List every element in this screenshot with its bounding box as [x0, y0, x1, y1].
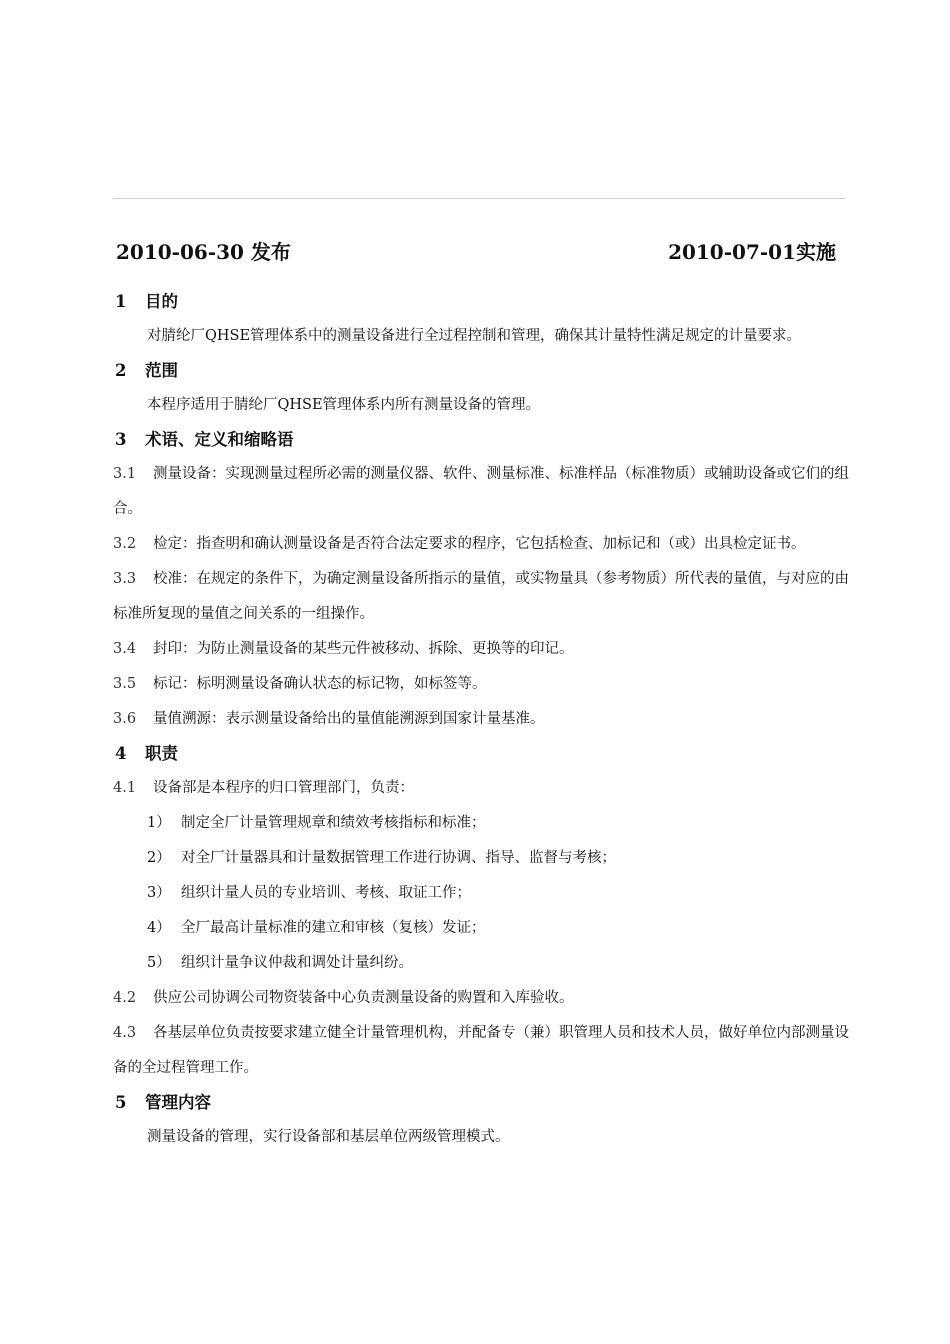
header-divider [113, 198, 845, 199]
list-text: 全厂最高计量标准的建立和审核（复核）发证； [181, 920, 486, 936]
section-title: 职责 [145, 744, 178, 763]
clause-text: 检定：指查明和确认测量设备是否符合法定要求的程序，它包括检查、加标记和（或）出具检定证书。 [153, 536, 806, 552]
list-item [113, 911, 849, 946]
definition-item [113, 702, 849, 737]
publish-date: 2010-06-30 发布 [116, 240, 291, 264]
responsibility-clause [113, 981, 849, 1016]
section-title: 管理内容 [145, 1093, 211, 1112]
section-number: 5 [115, 1093, 127, 1112]
list-text: 对全厂计量器具和计量数据管理工作进行协调、指导、监督与考核； [181, 850, 616, 866]
clause-number: 3.5 [113, 676, 137, 692]
section-number: 2 [115, 361, 127, 380]
purpose-paragraph: 对腈纶厂QHSE管理体系中的测量设备进行全过程控制和管理，确保其计量特性满足规定的计量要求。 [147, 328, 802, 344]
list-item [113, 876, 849, 911]
list-number: 2） [147, 850, 171, 866]
section-heading-management [113, 1086, 849, 1120]
clause-number: 3.2 [113, 536, 137, 552]
effective-date: 2010-07-01实施 [668, 240, 836, 264]
clause-text: 标记：标明测量设备确认状态的标记物，如标签等。 [153, 676, 487, 692]
clause-text: 量值溯源：表示测量设备给出的量值能溯源到国家计量基准。 [153, 711, 545, 727]
section-heading-scope [113, 354, 849, 388]
date-line [116, 236, 836, 266]
list-text: 组织计量争议仲裁和调处计量纠纷。 [181, 955, 413, 971]
section-title: 术语、定义和缩略语 [145, 430, 294, 449]
list-text: 制定全厂计量管理规章和绩效考核指标和标准； [181, 815, 486, 831]
list-item [113, 806, 849, 841]
list-number: 4） [147, 920, 171, 936]
clause-number: 4.3 [113, 1025, 137, 1041]
section-number: 4 [115, 744, 127, 763]
document-body [113, 285, 849, 1155]
list-number: 5） [147, 955, 171, 971]
clause-number: 4.2 [113, 990, 137, 1006]
list-number: 1） [147, 815, 171, 831]
list-text: 组织计量人员的专业培训、考核、取证工作； [181, 885, 471, 901]
definition-item [113, 457, 849, 527]
section-heading-responsibilities [113, 737, 849, 771]
definition-item [113, 667, 849, 702]
responsibility-clause [113, 771, 849, 806]
clause-number: 3.6 [113, 711, 137, 727]
list-item [113, 841, 849, 876]
section-number: 3 [115, 430, 127, 449]
responsibility-clause [113, 1016, 849, 1086]
definition-item [113, 527, 849, 562]
clause-text: 各基层单位负责按要求建立健全计量管理机构，并配备专（兼）职管理人员和技术人员，做好单位内部测量设备的全过程管理工作。 [113, 1025, 849, 1076]
clause-text: 测量设备：实现测量过程所必需的测量仪器、软件、测量标准、标准样品（标准物质）或辅助设备或它们的组合。 [113, 466, 849, 517]
list-number: 3） [147, 885, 171, 901]
clause-text: 封印：为防止测量设备的某些元件被移动、拆除、更换等的印记。 [153, 641, 574, 657]
scope-paragraph: 本程序适用于腈纶厂QHSE管理体系内所有测量设备的管理。 [147, 397, 541, 413]
clause-number: 3.4 [113, 641, 137, 657]
clause-text: 校准：在规定的条件下，为确定测量设备所指示的量值，或实物量具（参考物质）所代表的量值，与对应的由标准所复现的量值之间关系的一组操作。 [113, 571, 849, 622]
list-item [113, 946, 849, 981]
definition-item [113, 632, 849, 667]
management-paragraph: 测量设备的管理，实行设备部和基层单位两级管理模式。 [147, 1129, 510, 1145]
clause-text: 供应公司协调公司物资装备中心负责测量设备的购置和入库验收。 [153, 990, 574, 1006]
clause-text: 设备部是本程序的归口管理部门，负责： [153, 780, 414, 796]
definition-item [113, 562, 849, 632]
section-heading-terms [113, 423, 849, 457]
section-title: 范围 [145, 361, 178, 380]
section-title: 目的 [145, 292, 178, 311]
section-number: 1 [115, 292, 127, 311]
clause-number: 3.1 [113, 466, 137, 482]
section-heading-purpose [113, 285, 849, 319]
clause-number: 4.1 [113, 780, 137, 796]
clause-number: 3.3 [113, 571, 137, 587]
